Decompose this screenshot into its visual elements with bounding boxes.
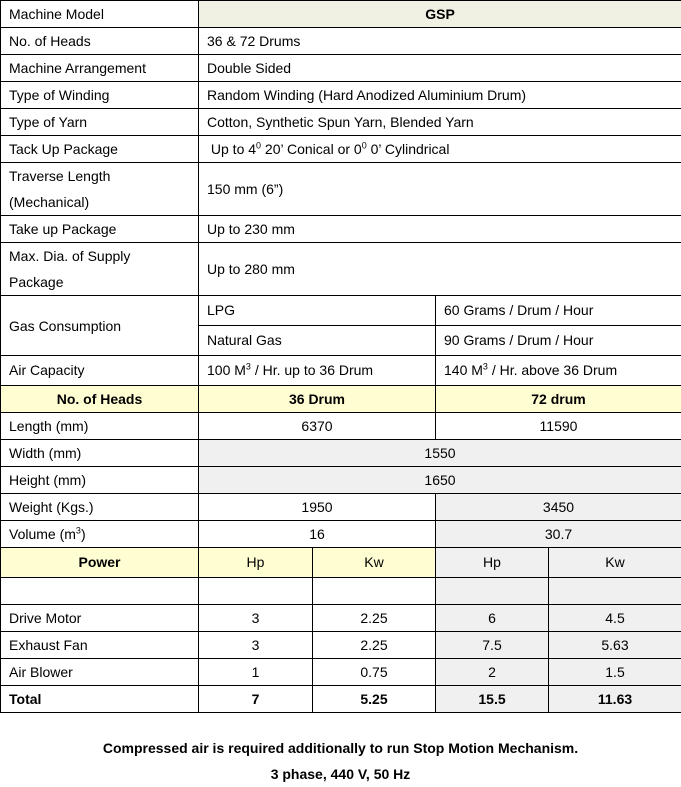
header-hp-36: Hp xyxy=(199,548,313,578)
air-blower-kw-36: 0.75 xyxy=(313,659,436,686)
label-total: Total xyxy=(1,686,199,713)
height-value: 1650 xyxy=(199,467,681,494)
row-machine-arrangement xyxy=(1,55,681,82)
drive-motor-kw-72: 4.5 xyxy=(549,605,681,632)
air-blower-hp-36: 1 xyxy=(199,659,313,686)
row-power-header xyxy=(1,548,681,578)
air-72-text-1: 140 M xyxy=(444,362,483,378)
tackup-degree-1: 0 xyxy=(256,140,261,150)
note-power-supply: 3 phase, 440 V, 50 Hz xyxy=(0,761,681,787)
value-take-up-package: Up to 230 mm xyxy=(199,216,681,243)
row-weight xyxy=(1,494,681,521)
volume-label-text: Volume (m xyxy=(9,526,76,542)
note-compressed-air: Compressed air is required additionally to run Stop Motion Mechanism. xyxy=(0,735,681,761)
tackup-degree-2: 0 xyxy=(362,140,367,150)
air-36-text-1: 100 M xyxy=(207,362,246,378)
volume-72: 30.7 xyxy=(436,521,681,548)
row-no-of-heads xyxy=(1,28,681,55)
weight-36: 1950 xyxy=(199,494,436,521)
tackup-text-1: Up to 4 xyxy=(211,141,256,157)
spacer-cell xyxy=(549,578,681,605)
row-height xyxy=(1,467,681,494)
drive-motor-hp-72: 6 xyxy=(436,605,549,632)
gas-natural-label: Natural Gas xyxy=(199,326,436,356)
traverse-label-line2: (Mechanical) xyxy=(9,194,89,210)
label-gas-consumption: Gas Consumption xyxy=(1,296,199,356)
supply-label-line1: Max. Dia. of Supply xyxy=(9,248,130,264)
gas-natural-value: 90 Grams / Drum / Hour xyxy=(436,326,681,356)
label-type-of-winding: Type of Winding xyxy=(1,82,199,109)
total-kw-72: 11.63 xyxy=(549,686,681,713)
total-kw-36: 5.25 xyxy=(313,686,436,713)
label-type-of-yarn: Type of Yarn xyxy=(1,109,199,136)
row-exhaust-fan xyxy=(1,632,681,659)
row-tack-up-package xyxy=(1,136,681,163)
volume-label-sup: 3 xyxy=(76,525,81,535)
row-length xyxy=(1,413,681,440)
label-volume xyxy=(1,521,199,548)
length-36: 6370 xyxy=(199,413,436,440)
label-tack-up-package: Tack Up Package xyxy=(1,136,199,163)
air-capacity-36 xyxy=(199,356,436,386)
traverse-label-line1: Traverse Length xyxy=(9,168,110,184)
drive-motor-kw-36: 2.25 xyxy=(313,605,436,632)
exhaust-fan-hp-36: 3 xyxy=(199,632,313,659)
tackup-text-3: 0’ Cylindrical xyxy=(367,141,450,157)
label-length: Length (mm) xyxy=(1,413,199,440)
volume-label-close: ) xyxy=(81,526,86,542)
row-type-of-yarn xyxy=(1,109,681,136)
total-hp-72: 15.5 xyxy=(436,686,549,713)
width-value: 1550 xyxy=(199,440,681,467)
label-drive-motor: Drive Motor xyxy=(1,605,199,632)
row-traverse-length xyxy=(1,163,681,216)
value-type-of-winding: Random Winding (Hard Anodized Aluminium Drum) xyxy=(199,82,681,109)
total-hp-36: 7 xyxy=(199,686,313,713)
row-air-capacity xyxy=(1,356,681,386)
value-machine-arrangement: Double Sided xyxy=(199,55,681,82)
label-take-up-package: Take up Package xyxy=(1,216,199,243)
label-exhaust-fan: Exhaust Fan xyxy=(1,632,199,659)
value-traverse-length: 150 mm (6”) xyxy=(199,163,681,216)
value-supply-package: Up to 280 mm xyxy=(199,243,681,296)
spacer-cell xyxy=(313,578,436,605)
exhaust-fan-hp-72: 7.5 xyxy=(436,632,549,659)
length-72: 11590 xyxy=(436,413,681,440)
exhaust-fan-kw-72: 5.63 xyxy=(549,632,681,659)
air-36-text-2: / Hr. up to 36 Drum xyxy=(251,362,373,378)
air-72-text-2: / Hr. above 36 Drum xyxy=(488,362,617,378)
spacer-cell xyxy=(1,578,199,605)
row-drive-motor xyxy=(1,605,681,632)
label-height: Height (mm) xyxy=(1,467,199,494)
header-hp-72: Hp xyxy=(436,548,549,578)
header-kw-72: Kw xyxy=(549,548,681,578)
header-36-drum: 36 Drum xyxy=(199,386,436,413)
air-blower-hp-72: 2 xyxy=(436,659,549,686)
row-gas-lpg xyxy=(1,296,681,326)
row-width xyxy=(1,440,681,467)
label-no-of-heads: No. of Heads xyxy=(1,28,199,55)
label-weight: Weight (Kgs.) xyxy=(1,494,199,521)
row-total xyxy=(1,686,681,713)
row-type-of-winding xyxy=(1,82,681,109)
row-air-blower xyxy=(1,659,681,686)
air-72-sup: 3 xyxy=(483,361,488,371)
air-36-sup: 3 xyxy=(246,361,251,371)
weight-72: 3450 xyxy=(436,494,681,521)
row-take-up-package xyxy=(1,216,681,243)
label-machine-arrangement: Machine Arrangement xyxy=(1,55,199,82)
exhaust-fan-kw-36: 2.25 xyxy=(313,632,436,659)
spacer-cell xyxy=(199,578,313,605)
value-type-of-yarn: Cotton, Synthetic Spun Yarn, Blended Yarn xyxy=(199,109,681,136)
value-tack-up-package xyxy=(199,136,681,163)
air-capacity-72 xyxy=(436,356,681,386)
tackup-text-2: 20’ Conical or 0 xyxy=(261,141,362,157)
value-machine-model: GSP xyxy=(199,1,681,28)
label-air-capacity: Air Capacity xyxy=(1,356,199,386)
gas-lpg-label: LPG xyxy=(199,296,436,326)
label-machine-model: Machine Model xyxy=(1,1,199,28)
supply-label-line2: Package xyxy=(9,274,63,290)
row-heads-header xyxy=(1,386,681,413)
row-machine-model xyxy=(1,1,681,28)
row-volume xyxy=(1,521,681,548)
header-72-drum: 72 drum xyxy=(436,386,681,413)
header-power: Power xyxy=(1,548,199,578)
spacer-cell xyxy=(436,578,549,605)
volume-36: 16 xyxy=(199,521,436,548)
label-air-blower: Air Blower xyxy=(1,659,199,686)
header-no-of-heads: No. of Heads xyxy=(1,386,199,413)
value-no-of-heads: 36 & 72 Drums xyxy=(199,28,681,55)
label-width: Width (mm) xyxy=(1,440,199,467)
row-supply-package xyxy=(1,243,681,296)
air-blower-kw-72: 1.5 xyxy=(549,659,681,686)
footnotes xyxy=(0,735,681,787)
drive-motor-hp-36: 3 xyxy=(199,605,313,632)
label-supply-package xyxy=(1,243,199,296)
label-traverse-length xyxy=(1,163,199,216)
header-kw-36: Kw xyxy=(313,548,436,578)
row-power-spacer xyxy=(1,578,681,605)
gas-lpg-value: 60 Grams / Drum / Hour xyxy=(436,296,681,326)
